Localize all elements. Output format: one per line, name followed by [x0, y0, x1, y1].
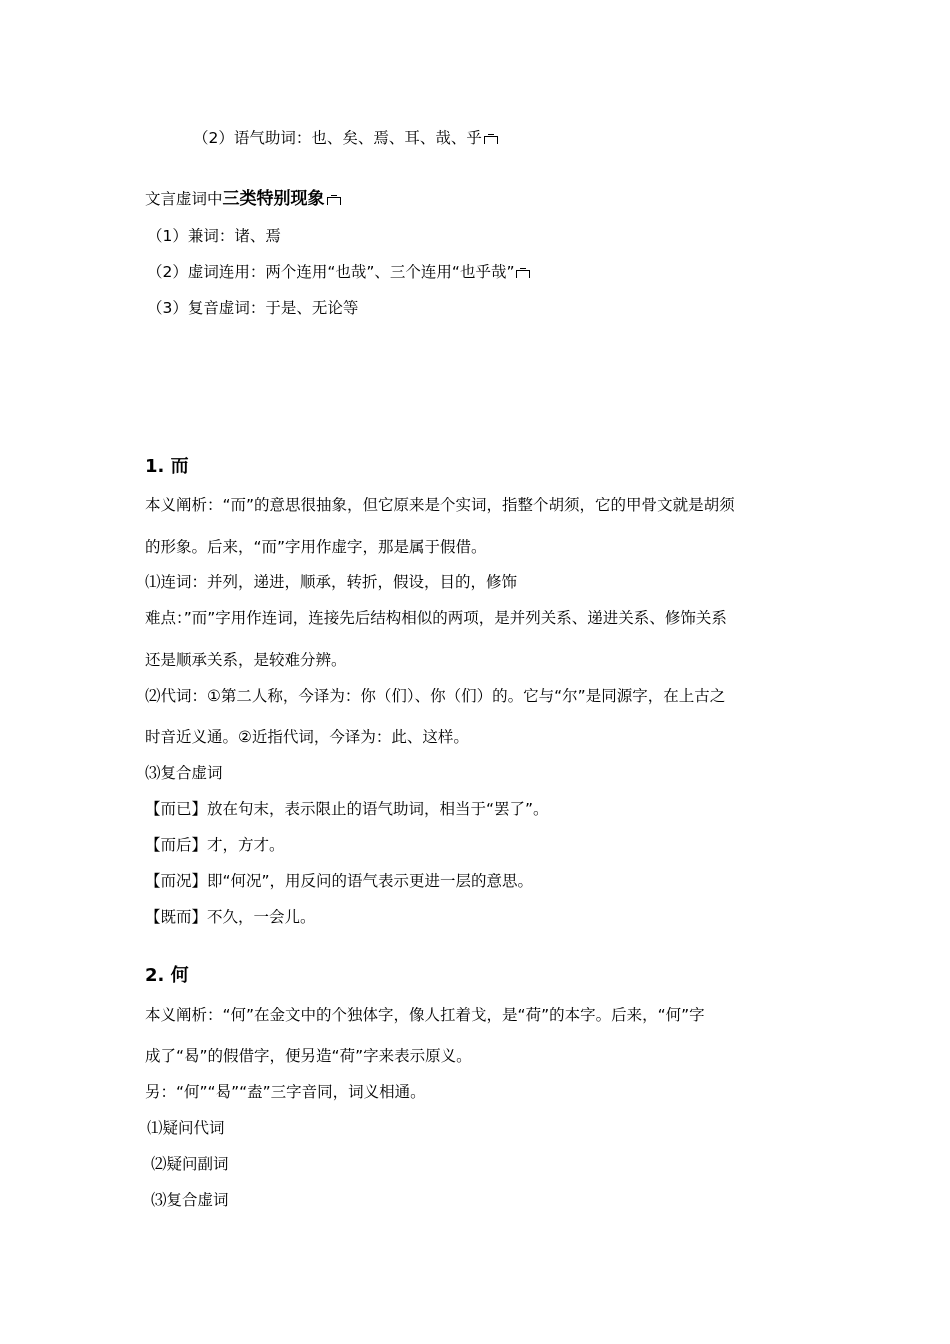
he-meaning-line-1: 本义阐析：“何”在金文中的个独体字，像人扛着戈，是“荷”的本字。后来，“何”字: [145, 1006, 705, 1024]
er-pronoun-line-2: 时音近义通。②近指代词，今译为：此、这样。: [145, 728, 469, 746]
paragraph-mark-icon: [326, 195, 342, 205]
er-difficulty-line-1: 难点：”而”字用作连词，连接先后结构相似的两项，是并列关系、递进关系、修饰关系: [145, 609, 727, 627]
particles-line-text: （2）语气助词：也、矣、焉、耳、哉、乎: [193, 129, 482, 147]
special-intro-bold: 三类特别现象: [222, 189, 325, 209]
special-item-2-line: [147, 262, 531, 282]
paragraph-mark-icon: [515, 268, 531, 278]
er-compound-2: 【而后】才，方才。: [145, 836, 285, 854]
er-pronoun-line-1: ⑵代词：①第二人称，今译为：你（们）、你（们）的。它与“尔”是同源字，在上古之: [145, 687, 726, 705]
he-item-3: ⑶复合虚词: [151, 1191, 229, 1209]
he-meaning-line-2: 成了“曷”的假借字，便另造“荷”字来表示原义。: [145, 1047, 472, 1065]
special-intro-line: [145, 189, 342, 209]
er-meaning-line-2: 的形象。后来，“而”字用作虚字，那是属于假借。: [145, 538, 487, 556]
special-item-3: （3）复音虚词：于是、无论等: [147, 299, 359, 317]
he-note-line: 另：“何”“曷”“盍”三字音同，词义相通。: [145, 1083, 426, 1101]
he-item-1: ⑴疑问代词: [147, 1119, 225, 1137]
er-meaning-line-1: 本义阐析：“而”的意思很抽象，但它原来是个实词，指整个胡须，它的甲骨文就是胡须: [145, 496, 735, 514]
er-difficulty-line-2: 还是顺承关系，是较难分辨。: [145, 651, 347, 669]
special-intro-prefix: 文言虚词中: [145, 190, 223, 208]
he-item-2: ⑵疑问副词: [151, 1155, 229, 1173]
er-compound-line: ⑶复合虚词: [145, 764, 223, 782]
er-conj-line: ⑴连词：并列，递进，顺承，转折，假设，目的，修饰: [145, 573, 518, 591]
heading-he: 2. 何: [145, 965, 189, 986]
paragraph-mark-icon: [483, 134, 499, 144]
er-compound-4: 【既而】不久，一会儿。: [145, 908, 316, 926]
heading-er: 1. 而: [145, 456, 189, 477]
special-item-1: （1）兼词：诸、焉: [147, 227, 281, 245]
special-item-2: （2）虚词连用：两个连用“也哉”、三个连用“也乎哉”: [147, 263, 515, 281]
er-compound-3: 【而况】即“何况”，用反问的语气表示更进一层的意思。: [145, 872, 534, 890]
er-compound-1: 【而已】放在句末，表示限止的语气助词，相当于“罢了”。: [145, 800, 549, 818]
particles-line: [193, 128, 499, 148]
